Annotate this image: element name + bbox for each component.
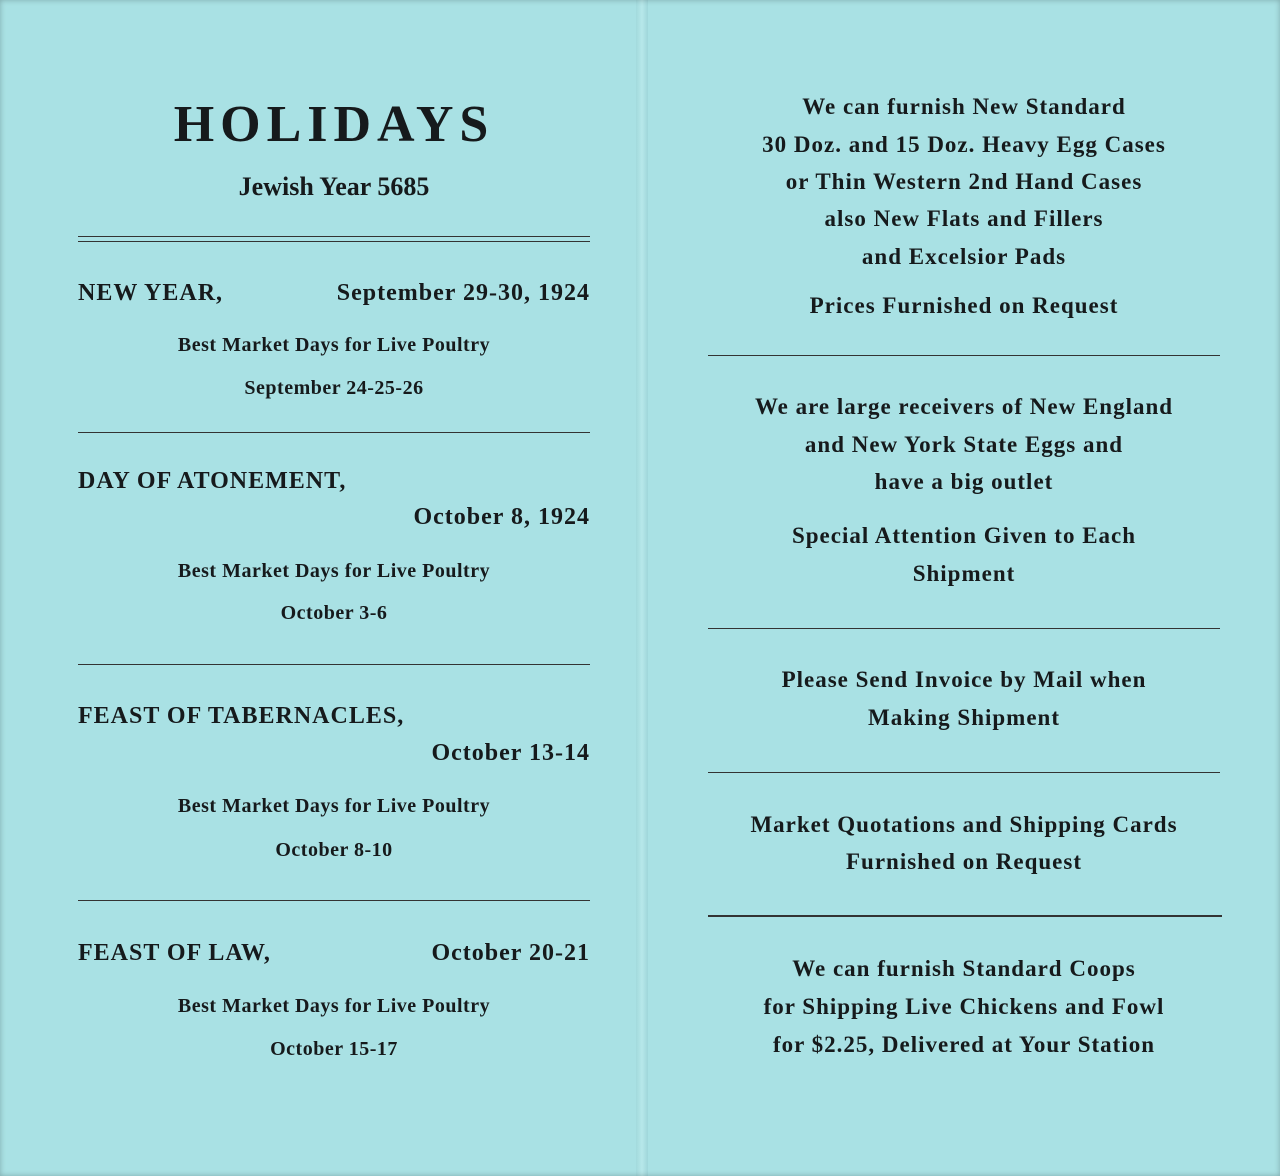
market-label: Best Market Days for Live Poultry [177, 995, 491, 1017]
text-line: for $2.25, Delivered at Your Station [772, 1032, 1156, 1057]
text-line: Please Send Invoice by Mail when [781, 667, 1147, 692]
page-title: HOLIDAYS [173, 96, 495, 153]
market-days: October 8-10 [275, 839, 393, 861]
text-line: Special Attention Given to Each [791, 523, 1137, 548]
holiday-name: DAY OF ATONEMENT, [78, 468, 347, 494]
holiday-date: September 29-30, 1924 [336, 280, 590, 306]
page-subtitle: Jewish Year 5685 [238, 172, 430, 201]
text-line: or Thin Western 2nd Hand Cases [785, 169, 1143, 194]
market-label: Best Market Days for Live Poultry [177, 560, 491, 582]
text-line: and Excelsior Pads [861, 244, 1067, 269]
text-line: Furnished on Request [846, 849, 1082, 874]
text-line: Market Quotations and Shipping Cards [750, 812, 1178, 837]
market-label: Best Market Days for Live Poultry [177, 795, 491, 817]
holiday-date: October 20-21 [431, 940, 590, 966]
text-line: 30 Doz. and 15 Doz. Heavy Egg Cases [762, 132, 1166, 157]
market-days: September 24-25-26 [244, 377, 424, 399]
holiday-date: October 8, 1924 [413, 504, 590, 530]
holiday-name: FEAST OF TABERNACLES, [78, 703, 405, 729]
market-label: Best Market Days for Live Poultry [177, 334, 491, 356]
text-line: Prices Furnished on Request [809, 293, 1119, 318]
text-line: We can furnish Standard Coops [792, 956, 1136, 981]
text-line: have a big outlet [874, 469, 1054, 494]
text-line: Making Shipment [867, 705, 1060, 730]
text-line: also New Flats and Fillers [824, 206, 1104, 231]
text-line: We are large receivers of New England [754, 394, 1174, 419]
holiday-date: October 13-14 [431, 740, 590, 766]
text-line: Shipment [912, 561, 1016, 586]
text-line: and New York State Eggs and [804, 432, 1124, 457]
text-line: for Shipping Live Chickens and Fowl [763, 994, 1165, 1019]
holiday-name: FEAST OF LAW, [78, 940, 271, 966]
holiday-name: NEW YEAR, [78, 280, 224, 306]
market-days: October 15-17 [270, 1038, 398, 1060]
text-line: We can furnish New Standard [802, 94, 1126, 119]
market-days: October 3-6 [280, 602, 388, 624]
